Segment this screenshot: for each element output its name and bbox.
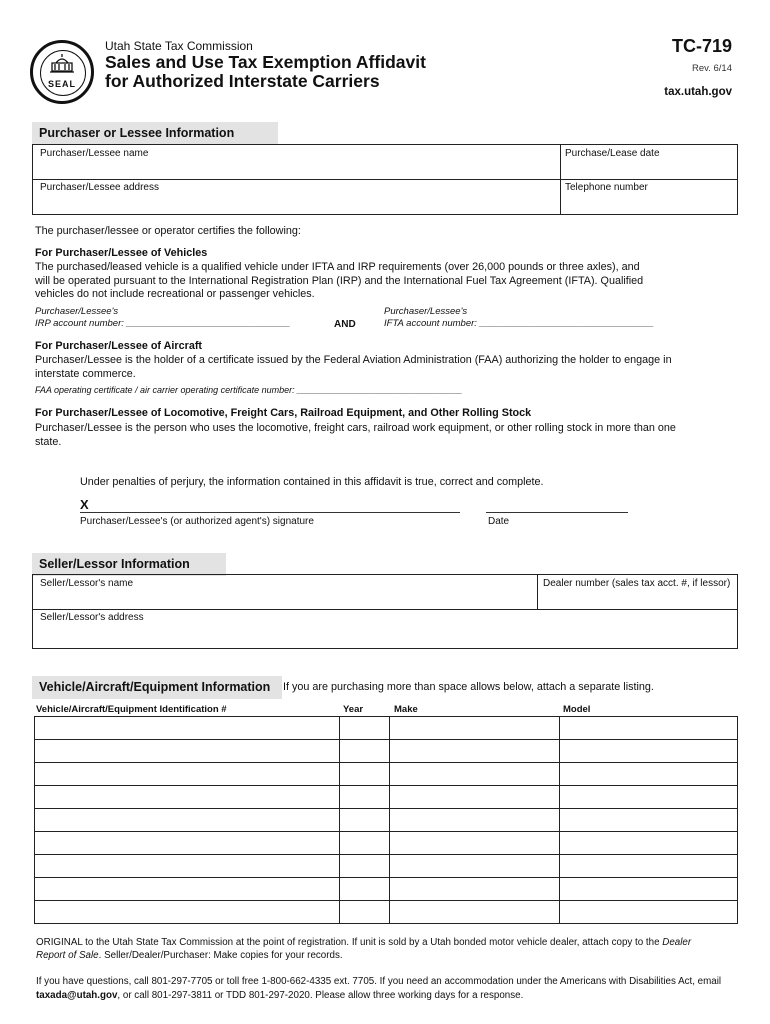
purchaser-section-title: Purchaser or Lessee Information	[32, 122, 278, 145]
model-cell[interactable]	[560, 717, 738, 740]
questions-contact	[36, 975, 736, 1002]
seller-name-field[interactable]: Seller/Lessor's name	[40, 578, 134, 589]
capitol-icon	[48, 53, 76, 75]
seller-box	[32, 574, 738, 649]
purchaser-address-field[interactable]: Purchaser/Lessee address	[40, 182, 159, 193]
aircraft-line1: Purchaser/Lessee is the holder of a certificate issued by the Federal Aviation Administration (FAA) authorizing the holder to engage in	[35, 354, 672, 366]
rail-line2: state.	[35, 435, 62, 448]
form-revision: Rev. 6/14	[692, 63, 732, 74]
table-row	[35, 832, 738, 855]
date-line[interactable]	[486, 512, 628, 513]
id-cell[interactable]	[35, 832, 340, 855]
col-header-id: Vehicle/Aircraft/Equipment Identification #	[36, 704, 227, 715]
table-row	[35, 763, 738, 786]
vehicles-line1: The purchased/leased vehicle is a qualified vehicle under IFTA and IRP requirements (over 26,000 pounds or three axles), and	[35, 261, 640, 273]
make-cell[interactable]	[390, 832, 560, 855]
and-label: AND	[334, 319, 356, 330]
make-cell[interactable]	[390, 901, 560, 924]
purchase-date-field[interactable]: Purchase/Lease date	[565, 148, 660, 159]
form-title-line2: for Authorized Interstate Carriers	[105, 71, 380, 91]
year-cell[interactable]	[339, 855, 390, 878]
faa-certificate-field[interactable]: FAA operating certificate / air carrier operating certificate number: _________________________________	[35, 385, 463, 395]
make-cell[interactable]	[390, 717, 560, 740]
id-cell[interactable]	[35, 901, 340, 924]
col-header-make: Make	[394, 704, 418, 715]
year-cell[interactable]	[339, 901, 390, 924]
signature-date-label: Date	[488, 516, 510, 527]
year-cell[interactable]	[339, 740, 390, 763]
equipment-table	[34, 716, 738, 924]
col-header-model: Model	[563, 704, 591, 715]
ifta-label1: Purchaser/Lessee's	[384, 306, 468, 317]
table-row	[35, 901, 738, 924]
make-cell[interactable]	[390, 763, 560, 786]
id-cell[interactable]	[35, 855, 340, 878]
telephone-field[interactable]: Telephone number	[565, 182, 648, 193]
table-row	[35, 740, 738, 763]
perjury-statement: Under penalties of perjury, the information contained in this affidavit is true, correct and complete.	[80, 476, 544, 488]
year-cell[interactable]	[339, 809, 390, 832]
col-header-year: Year	[343, 704, 364, 715]
irp-label1: Purchaser/Lessee's	[35, 306, 119, 317]
irp-account-field[interactable]	[35, 306, 290, 330]
original-instructions	[36, 936, 736, 962]
seller-address-field[interactable]: Seller/Lessor's address	[40, 612, 144, 623]
make-cell[interactable]	[390, 878, 560, 901]
rail-line1: Purchaser/Lessee is the person who uses the locomotive, freight cars, railroad work equipment, or other rolling stock in more than one	[35, 422, 676, 434]
id-cell[interactable]	[35, 717, 340, 740]
table-row	[35, 786, 738, 809]
signature-line[interactable]	[80, 512, 460, 513]
signature-label: Purchaser/Lessee's (or authorized agent's) signature	[80, 516, 314, 527]
model-cell[interactable]	[560, 832, 738, 855]
model-cell[interactable]	[560, 763, 738, 786]
year-cell[interactable]	[339, 717, 390, 740]
make-cell[interactable]	[390, 809, 560, 832]
rail-heading: For Purchaser/Lessee of Locomotive, Freight Cars, Railroad Equipment, and Other Rolling Stock	[35, 407, 532, 419]
id-cell[interactable]	[35, 740, 340, 763]
year-cell[interactable]	[339, 832, 390, 855]
model-cell[interactable]	[560, 786, 738, 809]
dealer-italic: Dealer	[662, 937, 692, 948]
ada-email-link[interactable]: taxada@utah.gov	[36, 989, 118, 1001]
model-cell[interactable]	[560, 901, 738, 924]
ifta-account-field[interactable]	[384, 306, 654, 330]
model-cell[interactable]	[560, 740, 738, 763]
dealer-number-field[interactable]: Dealer number (sales tax acct. #, if lessor)	[543, 578, 731, 589]
purchaser-box	[32, 144, 738, 215]
equipment-section-title: Vehicle/Aircraft/Equipment Information	[32, 676, 282, 699]
certification-intro: The purchaser/lessee or operator certifies the following:	[35, 225, 301, 237]
form-title	[105, 53, 426, 91]
aircraft-line2: interstate commerce.	[35, 367, 136, 380]
make-cell[interactable]	[390, 740, 560, 763]
ifta-label2: IFTA account number: _________________________________	[384, 318, 654, 329]
state-seal	[30, 40, 94, 104]
questions-line1: If you have questions, call 801-297-7705 or toll free 1-800-662-4335 ext. 7705. If you need an accommodation under the Americans with Disabilities Act, email	[36, 976, 722, 987]
id-cell[interactable]	[35, 786, 340, 809]
irp-label2: IRP account number: _______________________________	[35, 318, 291, 329]
form-number: TC-719	[671, 36, 732, 56]
equipment-note: If you are purchasing more than space allows below, attach a separate listing.	[283, 681, 654, 693]
id-cell[interactable]	[35, 809, 340, 832]
model-cell[interactable]	[560, 809, 738, 832]
model-cell[interactable]	[560, 878, 738, 901]
vehicles-heading: For Purchaser/Lessee of Vehicles	[35, 247, 208, 259]
id-cell[interactable]	[35, 763, 340, 786]
table-row	[35, 809, 738, 832]
table-row	[35, 878, 738, 901]
website: tax.utah.gov	[664, 86, 732, 98]
report-of-sale-italic: Report of Sale	[36, 950, 99, 961]
agency-name: Utah State Tax Commission	[105, 39, 253, 53]
vehicles-text	[35, 261, 735, 302]
original-text: ORIGINAL to the Utah State Tax Commission at the point of registration. If unit is sold by a Utah bonded motor vehicle dealer, attach copy to the	[36, 937, 660, 948]
aircraft-text	[35, 354, 735, 381]
model-cell[interactable]	[560, 855, 738, 878]
make-cell[interactable]	[390, 786, 560, 809]
year-cell[interactable]	[339, 786, 390, 809]
aircraft-heading: For Purchaser/Lessee of Aircraft	[35, 340, 203, 352]
seller-section-title: Seller/Lessor Information	[32, 553, 226, 576]
year-cell[interactable]	[339, 763, 390, 786]
vehicles-line3: vehicles do not include recreational or passenger vehicles.	[35, 288, 315, 300]
original-text-2: . Seller/Dealer/Purchaser: Make copies for your records.	[98, 950, 343, 961]
year-cell[interactable]	[339, 878, 390, 901]
rail-text	[35, 422, 735, 449]
make-cell[interactable]	[390, 855, 560, 878]
form-title-line1: Sales and Use Tax Exemption Affidavit	[105, 52, 426, 72]
signature-x: X	[80, 497, 89, 512]
purchaser-name-field[interactable]: Purchaser/Lessee name	[40, 148, 149, 159]
questions-line2: , or call 801-297-3811 or TDD 801-297-2020. Please allow three working days for a response.	[117, 989, 524, 1001]
id-cell[interactable]	[35, 878, 340, 901]
table-row	[35, 855, 738, 878]
seal-text: SEAL	[47, 79, 76, 89]
questions-line2-wrap	[36, 989, 736, 1003]
vehicles-line2: will be operated pursuant to the International Registration Plan (IRP) and the International Fuel Tax Agreement (IFTA). Qualified	[35, 274, 644, 287]
table-row	[35, 717, 738, 740]
